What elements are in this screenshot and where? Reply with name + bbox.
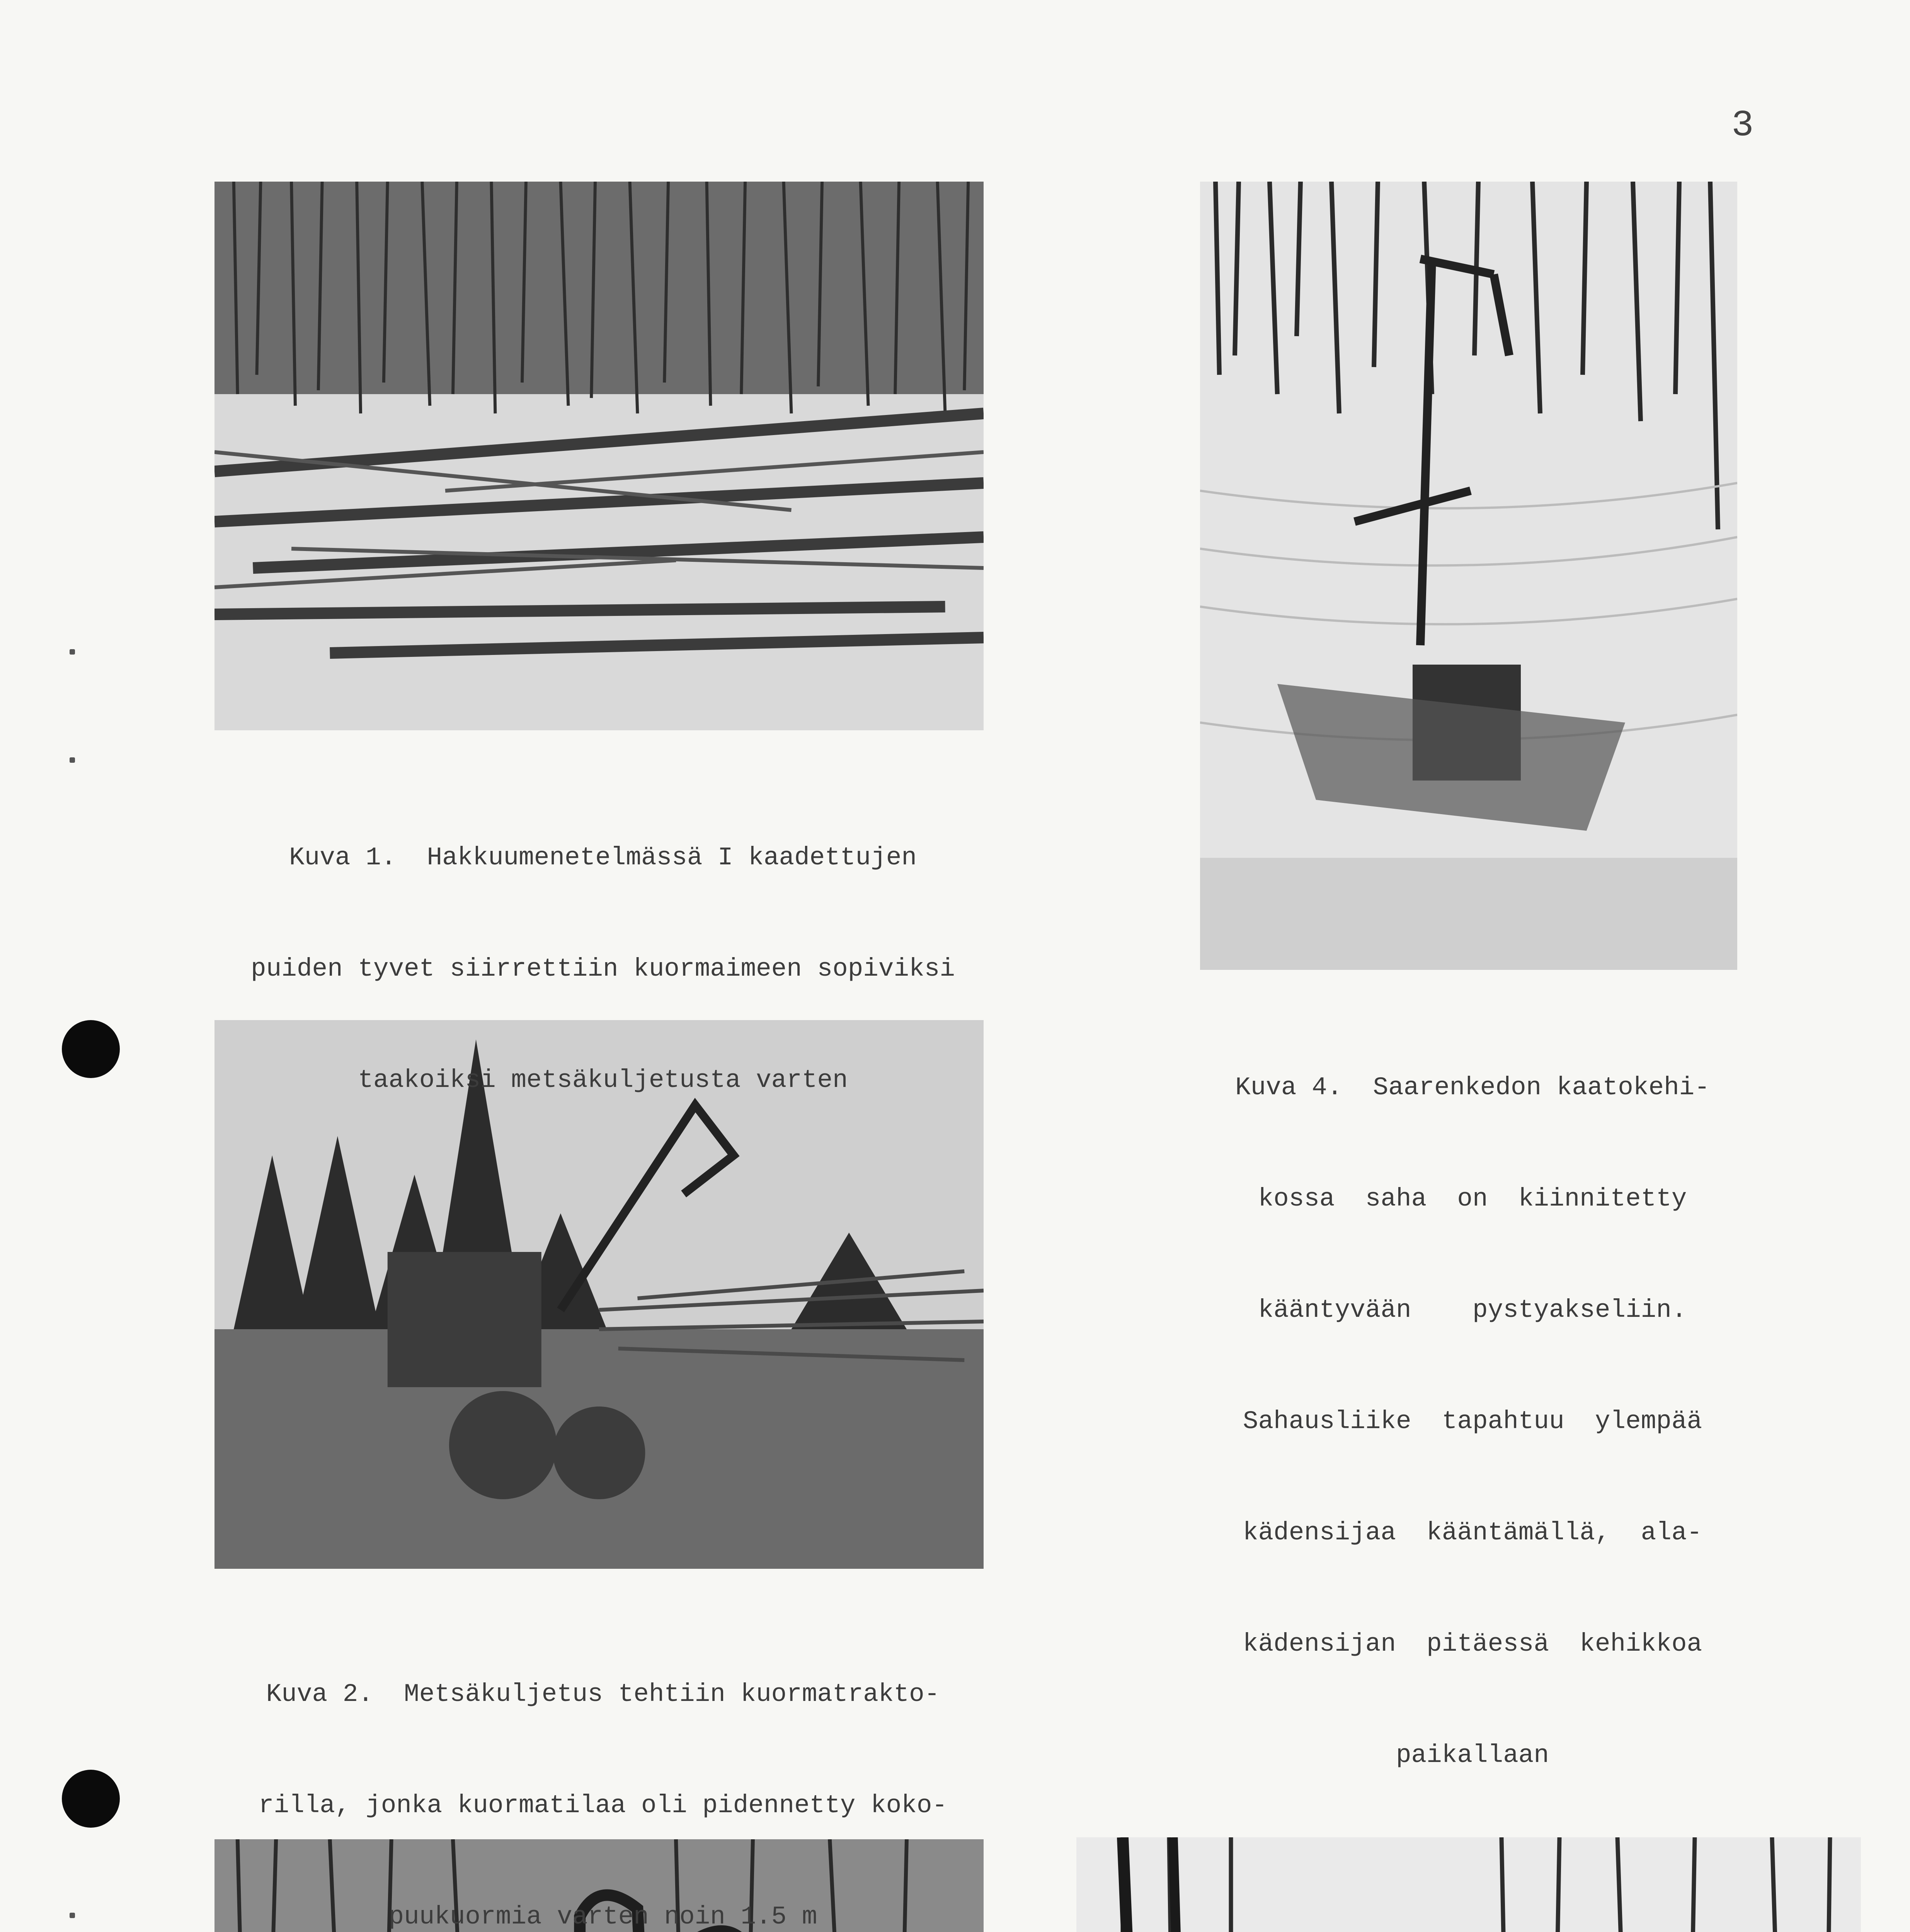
scan-mark [70, 649, 75, 655]
punch-hole-top [62, 1020, 120, 1078]
page-number: 3 [1731, 104, 1754, 146]
photo-kuva-4 [1200, 182, 1737, 970]
caption-line: kädensijan pitäessä kehikkoa [1243, 1629, 1702, 1658]
caption-kuva-4 [1192, 995, 1753, 1811]
caption-line: puukuormia varten noin 1.5 m [388, 1902, 817, 1931]
scan-mark [70, 757, 75, 763]
caption-line: kädensijaa kääntämällä, ala- [1243, 1518, 1702, 1547]
caption-kuva-1 [209, 765, 997, 1136]
caption-line: Sahausliike tapahtuu ylempää [1243, 1407, 1702, 1436]
photo-kuva-1 [214, 182, 984, 730]
scan-mark [70, 1913, 75, 1918]
caption-line: paikallaan [1396, 1741, 1549, 1770]
caption-line: Kuva 4. Saarenkedon kaatokehi- [1235, 1073, 1710, 1102]
caption-kuva-2 [209, 1602, 997, 1932]
caption-line: kääntyvään pystyakseliin. [1258, 1296, 1687, 1325]
punch-hole-bottom [62, 1770, 120, 1828]
caption-line: Kuva 1. Hakkuumenetelmässä I kaadettujen [289, 843, 917, 872]
caption-line: kossa saha on kiinnitetty [1258, 1184, 1687, 1213]
caption-line: puiden tyvet siirrettiin kuormaimeen sopiviksi [251, 954, 955, 983]
photo-kuva-5 [1076, 1837, 1861, 1932]
caption-line: rilla, jonka kuormatilaa oli pidennetty koko- [258, 1791, 948, 1820]
caption-line: taakoiksi metsäkuljetusta varten [358, 1066, 848, 1095]
caption-line: Kuva 2. Metsäkuljetus tehtiin kuormatrakto- [266, 1680, 940, 1709]
